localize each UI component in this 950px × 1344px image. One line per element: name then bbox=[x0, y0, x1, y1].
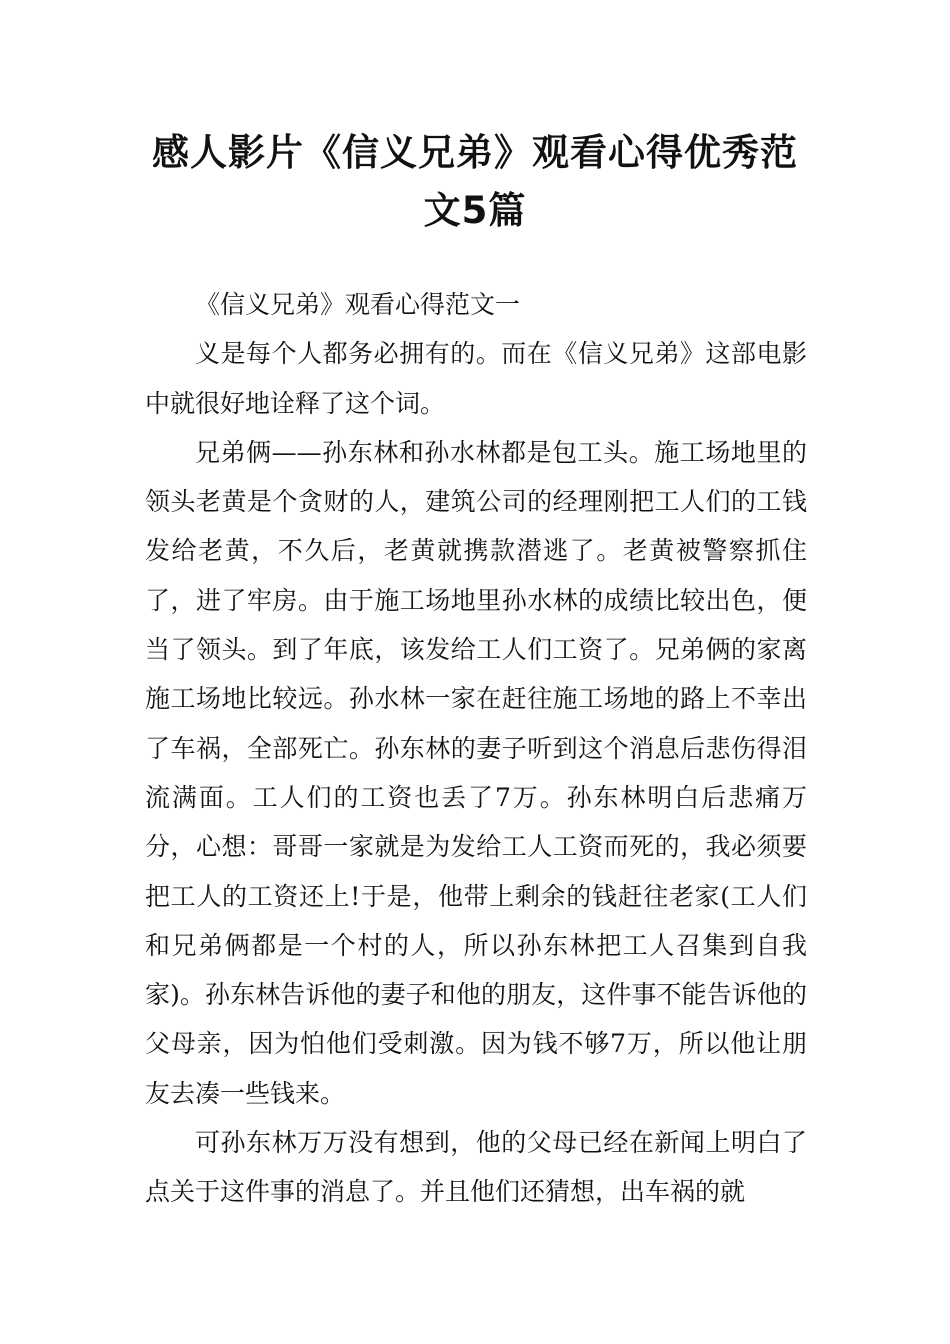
document-title: 感人影片《信义兄弟》观看心得优秀范文5篇 bbox=[152, 131, 798, 232]
section-heading: 《信义兄弟》观看心得范文一 bbox=[195, 290, 521, 319]
document-body bbox=[145, 280, 807, 1217]
body-paragraph-1: 义是每个人都务必拥有的。而在《信义兄弟》这部电影中就很好地诠释了这个词。 bbox=[145, 339, 807, 418]
body-paragraph-3: 可孙东林万万没有想到，他的父母已经在新闻上明白了点关于这件事的消息了。并且他们还猜想，出车祸的就 bbox=[145, 1128, 807, 1207]
body-paragraph-2: 兄弟俩——孙东林和孙水林都是包工头。施工场地里的领头老黄是个贪财的人，建筑公司的经理刚把工人们的工钱发给老黄，不久后，老黄就携款潜逃了。老黄被警察抓住了，进了牢房。由于施工场地里孙水林的成绩比较出色，便当了领头。到了年底，该发给工人们工资了。兄弟俩的家离施工场地比较远。孙水林一家在赶往施工场地的路上不幸出了车祸，全部死亡。孙东林的妻子听到这个消息后悲伤得泪流满面。工人们的工资也丢了7万。孙东林明白后悲痛万分，心想：哥哥一家就是为发给工人工资而死的，我必须要把工人的工资还上!于是，他带上剩余的钱赶往老家(工人们和兄弟俩都是一个村的人，所以孙东林把工人召集到自我家)。孙东林告诉他的妻子和他的朋友，这件事不能告诉他的父母亲，因为怕他们受刺激。因为钱不够7万，所以他让朋友去凑一些钱来。 bbox=[145, 437, 807, 1108]
